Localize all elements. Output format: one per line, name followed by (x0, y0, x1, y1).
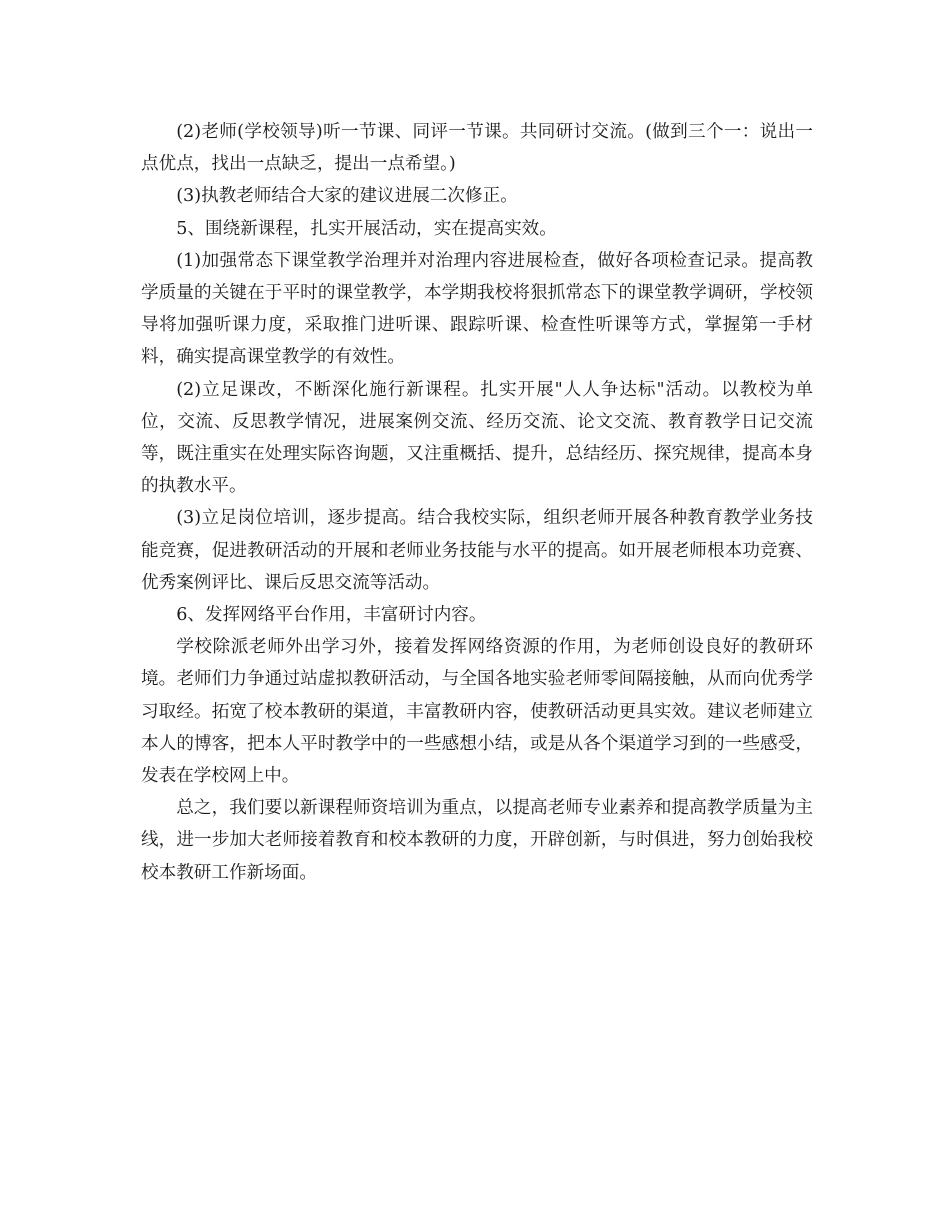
paragraph-second-revision: (3)执教老师结合大家的建议进展二次修正。 (176, 186, 518, 207)
paragraph-network-platform: 学校除派老师外出学习外，接着发挥网络资源的作用，为老师创设良好的教研环境。老师们力争通过站虚拟教研活动，与全国各地实验老师零间隔接触，从而向优秀学习取经。拓宽了校本教研的渠道，丰富教研内容，使教研活动更具实效。建议老师建立本人的博客，把本人平时教学中的一些感想小结，或是从各个渠道学习到的一些感受，发表在学校网上中。 (141, 637, 813, 787)
paragraph-classroom-management: (1)加强常态下课堂教学治理并对治理内容进展检查，做好各项检查记录。提高教学质量的关键在于平时的课堂教学，本学期我校将狠抓常态下的课堂教学调研，学校领导将加强听课力度，采取推门进听课、跟踪听课、检查性听课等方式，掌握第一手材料，确实提高课堂教学的有效性。 (141, 250, 813, 368)
heading-item-6: 6、发挥网络平台作用，丰富研讨内容。 (176, 605, 487, 626)
heading-item-5: 5、围绕新课程，扎实开展活动，实在提高实效。 (176, 218, 557, 239)
paragraph-conclusion: 总之，我们要以新课程师资培训为重点，以提高老师专业素养和提高教学质量为主线，进一步加大老师接着教育和校本教研的力度，开辟创新，与时俱进，努力创始我校校本教研工作新场面。 (141, 798, 813, 883)
paragraph-evaluate-lesson: (2)老师(学校领导)听一节课、同评一节课。共同研讨交流。(做到三个一：说出一点优点，找出一点缺乏，提出一点希望。) (141, 122, 813, 175)
document-body (141, 116, 813, 889)
paragraph-curriculum-reform: (2)立足课改，不断深化施行新课程。扎实开展"人人争达标"活动。以教校为单位，交流、反思教学情况，进展案例交流、经历交流、论文交流、教育教学日记交流等，既注重实在处理实际咨询题，又注重概括、提升，总结经历、探究规律，提高本身的执教水平。 (141, 379, 813, 497)
paragraph-job-training: (3)立足岗位培训，逐步提高。结合我校实际，组织老师开展各种教育教学业务技能竞赛，促进教研活动的开展和老师业务技能与水平的提高。如开展老师根本功竞赛、优秀案例评比、课后反思交流等活动。 (141, 508, 813, 593)
